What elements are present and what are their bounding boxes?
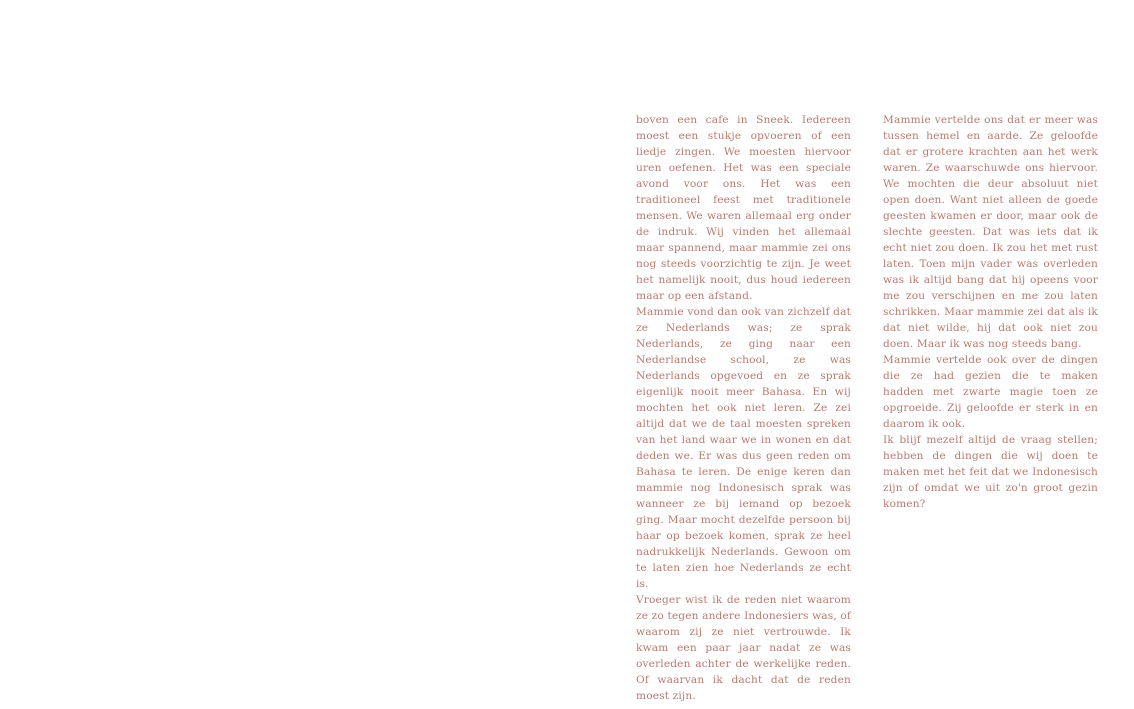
paragraph: Vroeger wist ik de reden niet waarom ze zo tegen andere Indonesiers was, of waarom zij ze niet vertrouwde. Ik kwam een paar jaar nadat ze was overleden achter de werkelijke reden. Of waarvan ik dacht dat de reden moest zijn. <box>636 594 851 702</box>
paragraph: Mammie vertelde ook over de dingen die ze had gezien die te maken hadden met zwarte magie toen ze opgroeide. Zij geloofde er sterk in en daarom ik ook. <box>883 354 1098 430</box>
paragraph: boven een cafe in Sneek. Iedereen moest een stukje opvoeren of een liedje zingen. We moesten hiervoor uren oefenen. Het was een speciale avond voor ons. Het was een traditioneel feest met traditionele mensen. We waren allemaal erg onder de indruk. Wij vinden het allemaal maar spannend, maar mammie zei ons nog steeds voorzichtig te zijn. Je weet het namelijk nooit, dus houd iedereen maar op een afstand. <box>636 114 851 302</box>
paragraph: Mammie vertelde ons dat er meer was tussen hemel en aarde. Ze geloofde dat er grotere krachten aan het werk waren. Ze waarschuwde ons hiervoor. We mochten die deur absoluut niet open doen. Want niet alleen de goede geesten kwamen er door, maar ook de slechte geesten. Dat was iets dat ik echt niet zou doen. Ik zou het met rust laten. Toen mijn vader was overleden was ik altijd bang dat hij opeens voor me zou verschijnen en me zou laten schrikken. Maar mammie zei dat als ik dat niet wilde, hij dat ook niet zou doen. Maar ik was nog steeds bang. <box>883 114 1098 350</box>
paragraph: Mammie vond dan ook van zichzelf dat ze Nederlands was; ze sprak Nederlands, ze ging naar een Nederlandse school, ze was Nederlands opgevoed en ze sprak eigenlijk nooit meer Bahasa. En wij mochten het ook niet leren. Ze zei altijd dat we de taal moesten spreken van het land waar we in wonen en dat deden we. Er was dus geen reden om Bahasa te leren. De enige keren dan mammie nog Indonesisch sprak was wanneer ze bij iemand op bezoek ging. Maar mocht dezelfde persoon bij haar op bezoek komen, sprak ze heel nadrukkelijk Nederlands. Gewoon om te laten zien hoe Nederlands ze echt is. <box>636 306 851 590</box>
paragraph: Ik blijf mezelf altijd de vraag stellen; hebben de dingen die wij doen te maken met het feit dat we Indonesisch zijn of omdat we uit zo'n groot gezin komen? <box>883 434 1098 510</box>
right-text-column <box>883 112 1098 512</box>
left-text-column <box>636 112 851 704</box>
